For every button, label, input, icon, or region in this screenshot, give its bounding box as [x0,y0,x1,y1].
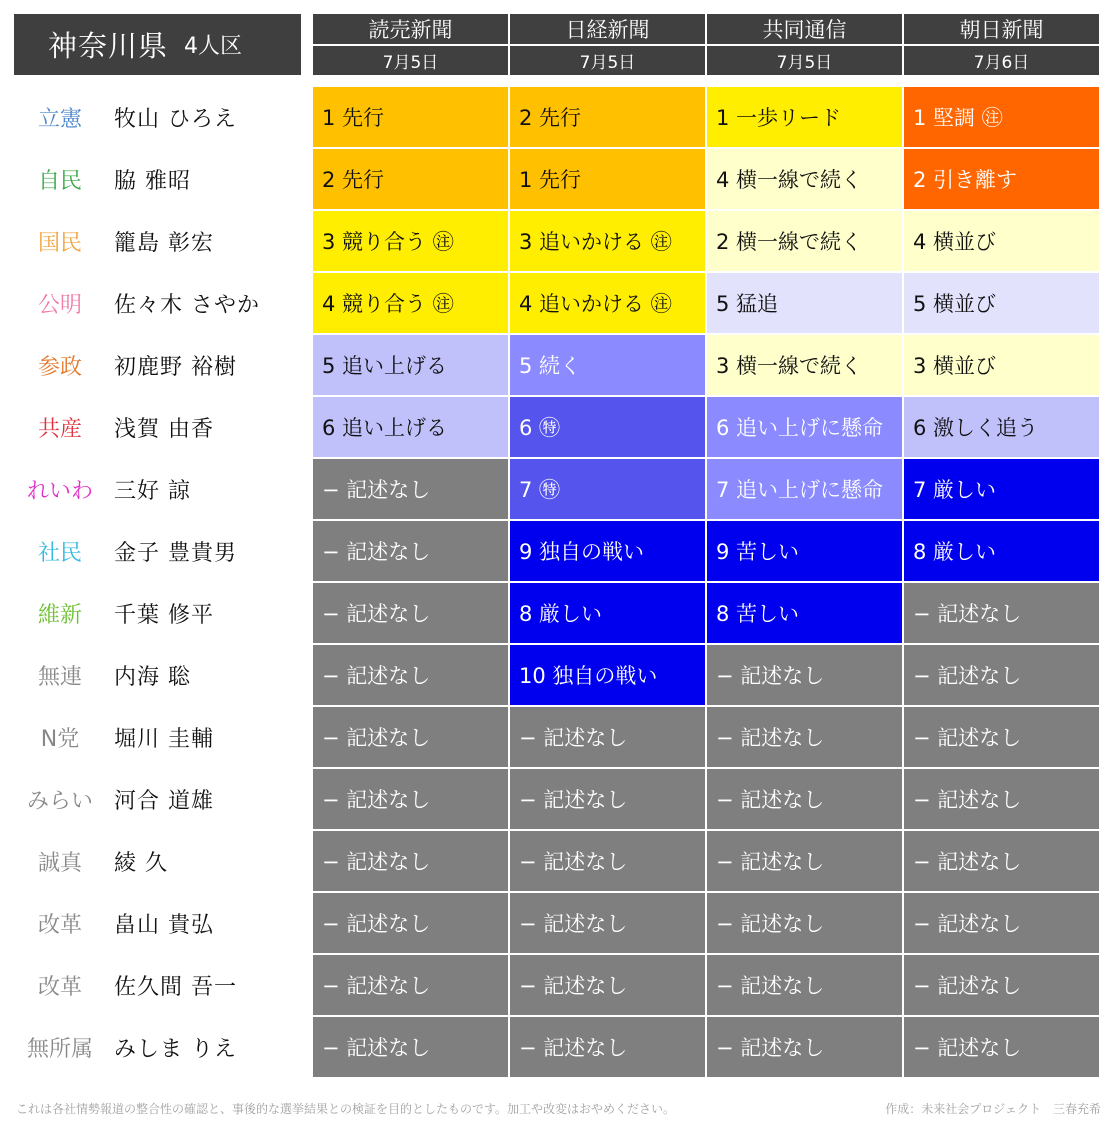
candidate-name: 脇 雅昭 [114,168,191,194]
assessment-cell: 7 追い上げに懸命 [707,459,902,519]
assessment-cell: − 記述なし [510,1017,705,1077]
candidate-name: 初鹿野 裕樹 [114,354,237,380]
party-label: 改革 [37,912,82,938]
candidate-name: 畠山 貴弘 [114,912,214,938]
assessment-cell: − 記述なし [904,583,1099,643]
party-label: N党 [40,726,80,752]
survey-date: 7月5日 [313,46,508,75]
assessment-cell: 5 猛追 [707,273,902,333]
assessment-cell: − 記述なし [510,831,705,891]
assessment-cell: 9 独自の戦い [510,521,705,581]
assessment-cell: − 記述なし [510,769,705,829]
candidate-name: 佐久間 吾一 [114,974,237,1000]
paper-header [707,14,902,75]
assessment-cell: − 記述なし [313,521,508,581]
party-label: 参政 [37,354,82,380]
assessment-cell: 4 横並び [904,211,1099,271]
assessment-cell: 1 一歩リード [707,87,902,147]
footer-credit: 作成：未来社会プロジェクト 三春充希 [885,1102,1101,1116]
survey-date: 7月6日 [904,46,1099,75]
assessment-cell: 6 追い上げに懸命 [707,397,902,457]
assessment-cell: 8 厳しい [904,521,1099,581]
party-label: 誠真 [37,850,82,876]
assessment-cell: 1 先行 [313,87,508,147]
paper-name: 日経新聞 [510,14,705,44]
assessment-cell: 5 横並び [904,273,1099,333]
party-label: 改革 [37,974,82,1000]
party-label: 維新 [37,602,82,628]
assessment-cell: 2 横一線で続く [707,211,902,271]
assessment-cell: 1 先行 [510,149,705,209]
party-label: 無連 [37,664,82,690]
assessment-cell: 10 独自の戦い [510,645,705,705]
candidate-name: 籠島 彰宏 [114,230,214,256]
assessment-cell: − 記述なし [707,645,902,705]
candidate-name: 堀川 圭輔 [114,726,214,752]
party-label: 国民 [37,230,82,256]
assessment-cell: − 記述なし [313,769,508,829]
assessment-cell: 3 追いかける ㊟ [510,211,705,271]
candidate-name: 千葉 修平 [114,602,214,628]
candidate-name: 綾 久 [114,850,168,876]
party-label: みらい [26,788,93,814]
assessment-cell: 2 引き離す [904,149,1099,209]
party-label: 立憲 [37,106,82,132]
assessment-cell: 3 横一線で続く [707,335,902,395]
footer-note: これは各社情勢報道の整合性の確認と、事後的な選挙結果との検証を目的としたものです。加工や改変はおやめください。 [16,1102,676,1116]
assessment-cell: − 記述なし [904,645,1099,705]
party-label: れいわ [26,478,93,504]
assessment-cell: − 記述なし [904,769,1099,829]
paper-header [313,14,508,75]
party-label: 社民 [37,540,82,566]
paper-header [904,14,1099,75]
assessment-cell: 7 厳しい [904,459,1099,519]
assessment-cell: − 記述なし [313,707,508,767]
party-label: 自民 [37,168,82,194]
assessment-cell: − 記述なし [313,1017,508,1077]
candidate-name: 牧山 ひろえ [114,106,237,132]
assessment-cell: 8 苦しい [707,583,902,643]
party-label: 無所属 [26,1036,93,1062]
assessment-cell: − 記述なし [904,707,1099,767]
paper-header [510,14,705,75]
assessment-cell: − 記述なし [707,1017,902,1077]
assessment-cell: 6 ㊕ [510,397,705,457]
assessment-cell: 8 厳しい [510,583,705,643]
assessment-cell: − 記述なし [313,893,508,953]
assessment-cell: − 記述なし [707,769,902,829]
assessment-cell: − 記述なし [313,955,508,1015]
assessment-cell: 4 追いかける ㊟ [510,273,705,333]
assessment-cell: 2 先行 [313,149,508,209]
candidate-name: 金子 豊貴男 [114,540,237,566]
prefecture-title: 神奈川県 [48,29,169,63]
party-label: 公明 [37,292,82,318]
assessment-cell: 4 競り合う ㊟ [313,273,508,333]
assessment-cell: 3 競り合う ㊟ [313,211,508,271]
paper-name: 共同通信 [707,14,902,44]
paper-name: 朝日新聞 [904,14,1099,44]
survey-date: 7月5日 [707,46,902,75]
assessment-cell: − 記述なし [904,1017,1099,1077]
assessment-cell: 4 横一線で続く [707,149,902,209]
assessment-cell: − 記述なし [510,707,705,767]
assessment-cell: 5 続く [510,335,705,395]
assessment-cell: 7 ㊕ [510,459,705,519]
assessment-cell: − 記述なし [510,893,705,953]
title-box [14,14,301,75]
candidate-name: 浅賀 由香 [114,416,214,442]
assessment-cell: 6 追い上げる [313,397,508,457]
assessment-cell: − 記述なし [904,893,1099,953]
candidate-name: 佐々木 さやか [114,292,260,318]
candidate-name: 三好 諒 [114,478,191,504]
assessment-cell: 2 先行 [510,87,705,147]
assessment-cell: 5 追い上げる [313,335,508,395]
assessment-cell: − 記述なし [707,831,902,891]
candidate-name: みしま りえ [114,1036,237,1062]
assessment-cell: − 記述なし [904,955,1099,1015]
candidate-name: 内海 聡 [114,664,191,690]
assessment-cell: − 記述なし [313,459,508,519]
assessment-cell: − 記述なし [707,955,902,1015]
assessment-cell: − 記述なし [313,583,508,643]
assessment-cell: 9 苦しい [707,521,902,581]
assessment-cell: − 記述なし [707,893,902,953]
assessment-cell: − 記述なし [313,645,508,705]
paper-name: 読売新聞 [313,14,508,44]
candidate-name: 河合 道雄 [114,788,214,814]
assessment-cell: 1 堅調 ㊟ [904,87,1099,147]
assessment-cell: 6 激しく追う [904,397,1099,457]
assessment-cell: − 記述なし [313,831,508,891]
assessment-cell: 3 横並び [904,335,1099,395]
party-label: 共産 [37,416,82,442]
assessment-cell: − 記述なし [904,831,1099,891]
seat-count: 4人区 [184,34,243,59]
survey-date: 7月5日 [510,46,705,75]
assessment-cell: − 記述なし [510,955,705,1015]
assessment-cell: − 記述なし [707,707,902,767]
